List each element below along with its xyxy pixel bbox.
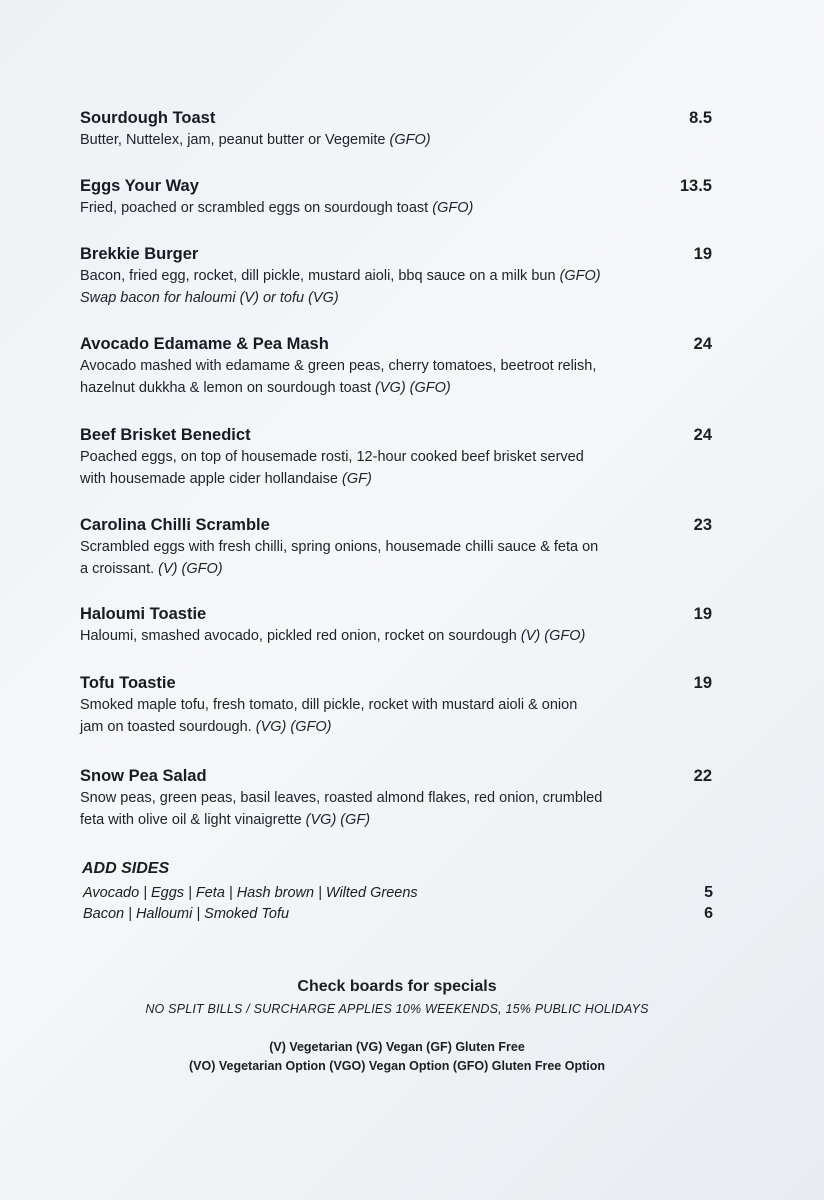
surcharge-note: NO SPLIT BILLS / SURCHARGE APPLIES 10% WEEKENDS, 15% PUBLIC HOLIDAYS [145, 1002, 649, 1016]
item-price: 22 [693, 767, 712, 785]
sides-price: 6 [704, 905, 713, 922]
item-price: 19 [693, 674, 712, 692]
sides-row [83, 882, 713, 904]
sides-list: Bacon | Halloumi | Smoked Tofu [83, 906, 290, 922]
item-description: with housemade apple cider hollandaise (GF) [80, 471, 372, 487]
menu-item [80, 672, 720, 738]
item-description: Bacon, fried egg, rocket, dill pickle, mustard aioli, bbq sauce on a milk bun (GFO) [80, 268, 601, 284]
item-description: Snow peas, green peas, basil leaves, roasted almond flakes, red onion, crumbled [80, 790, 603, 806]
item-description: Avocado mashed with edamame & green peas, cherry tomatoes, beetroot relish, [80, 358, 597, 374]
menu-item [80, 107, 720, 151]
menu-item [80, 765, 720, 831]
sides-heading: ADD SIDES [82, 860, 170, 877]
item-price: 8.5 [689, 109, 712, 127]
item-description: Butter, Nuttelex, jam, peanut butter or Vegemite (GFO) [80, 132, 431, 148]
item-name: Beef Brisket Benedict [80, 426, 251, 444]
item-price: 23 [693, 516, 712, 534]
dietary-legend: (V) Vegetarian (VG) Vegan (GF) Gluten Free [269, 1040, 525, 1054]
item-description: a croissant. (V) (GFO) [80, 561, 223, 577]
item-name: Carolina Chilli Scramble [80, 516, 270, 534]
item-name: Snow Pea Salad [80, 767, 207, 785]
dietary-option-legend: (VO) Vegetarian Option (VGO) Vegan Option (GFO) Gluten Free Option [189, 1059, 605, 1073]
item-price: 13.5 [679, 177, 712, 195]
item-description: Poached eggs, on top of housemade rosti, 12-hour cooked beef brisket served [80, 449, 584, 465]
item-name: Eggs Your Way [80, 177, 199, 195]
menu-item [80, 603, 720, 647]
specials-heading: Check boards for specials [297, 978, 497, 995]
menu-item [80, 424, 720, 490]
item-name: Haloumi Toastie [80, 605, 207, 623]
item-name: Tofu Toastie [80, 674, 176, 692]
menu-item [80, 175, 720, 219]
item-description: Fried, poached or scrambled eggs on sourdough toast (GFO) [80, 200, 474, 216]
item-price: 19 [693, 245, 712, 263]
sides-price: 5 [704, 884, 713, 901]
sides-list: Avocado | Eggs | Feta | Hash brown | Wilted Greens [83, 885, 418, 901]
sides-row [83, 903, 713, 925]
item-price: 24 [693, 335, 712, 353]
item-name: Avocado Edamame & Pea Mash [80, 335, 329, 353]
item-description: jam on toasted sourdough. (VG) (GFO) [80, 719, 332, 735]
item-price: 24 [693, 426, 712, 444]
item-name: Brekkie Burger [80, 245, 199, 263]
item-description: hazelnut dukkha & lemon on sourdough toast (VG) (GFO) [80, 380, 451, 396]
item-price: 19 [693, 605, 712, 623]
menu-item [80, 514, 720, 580]
item-description: Haloumi, smashed avocado, pickled red onion, rocket on sourdough (V) (GFO) [80, 628, 586, 644]
item-description: Smoked maple tofu, fresh tomato, dill pickle, rocket with mustard aioli & onion [80, 697, 578, 713]
item-variation: Swap bacon for haloumi (V) or tofu (VG) [80, 290, 339, 306]
item-description: feta with olive oil & light vinaigrette (VG) (GF) [80, 812, 371, 828]
menu-item [80, 333, 720, 399]
menu-item [80, 243, 720, 309]
item-description: Scrambled eggs with fresh chilli, spring onions, housemade chilli sauce & feta on [80, 539, 599, 555]
item-name: Sourdough Toast [80, 109, 216, 127]
